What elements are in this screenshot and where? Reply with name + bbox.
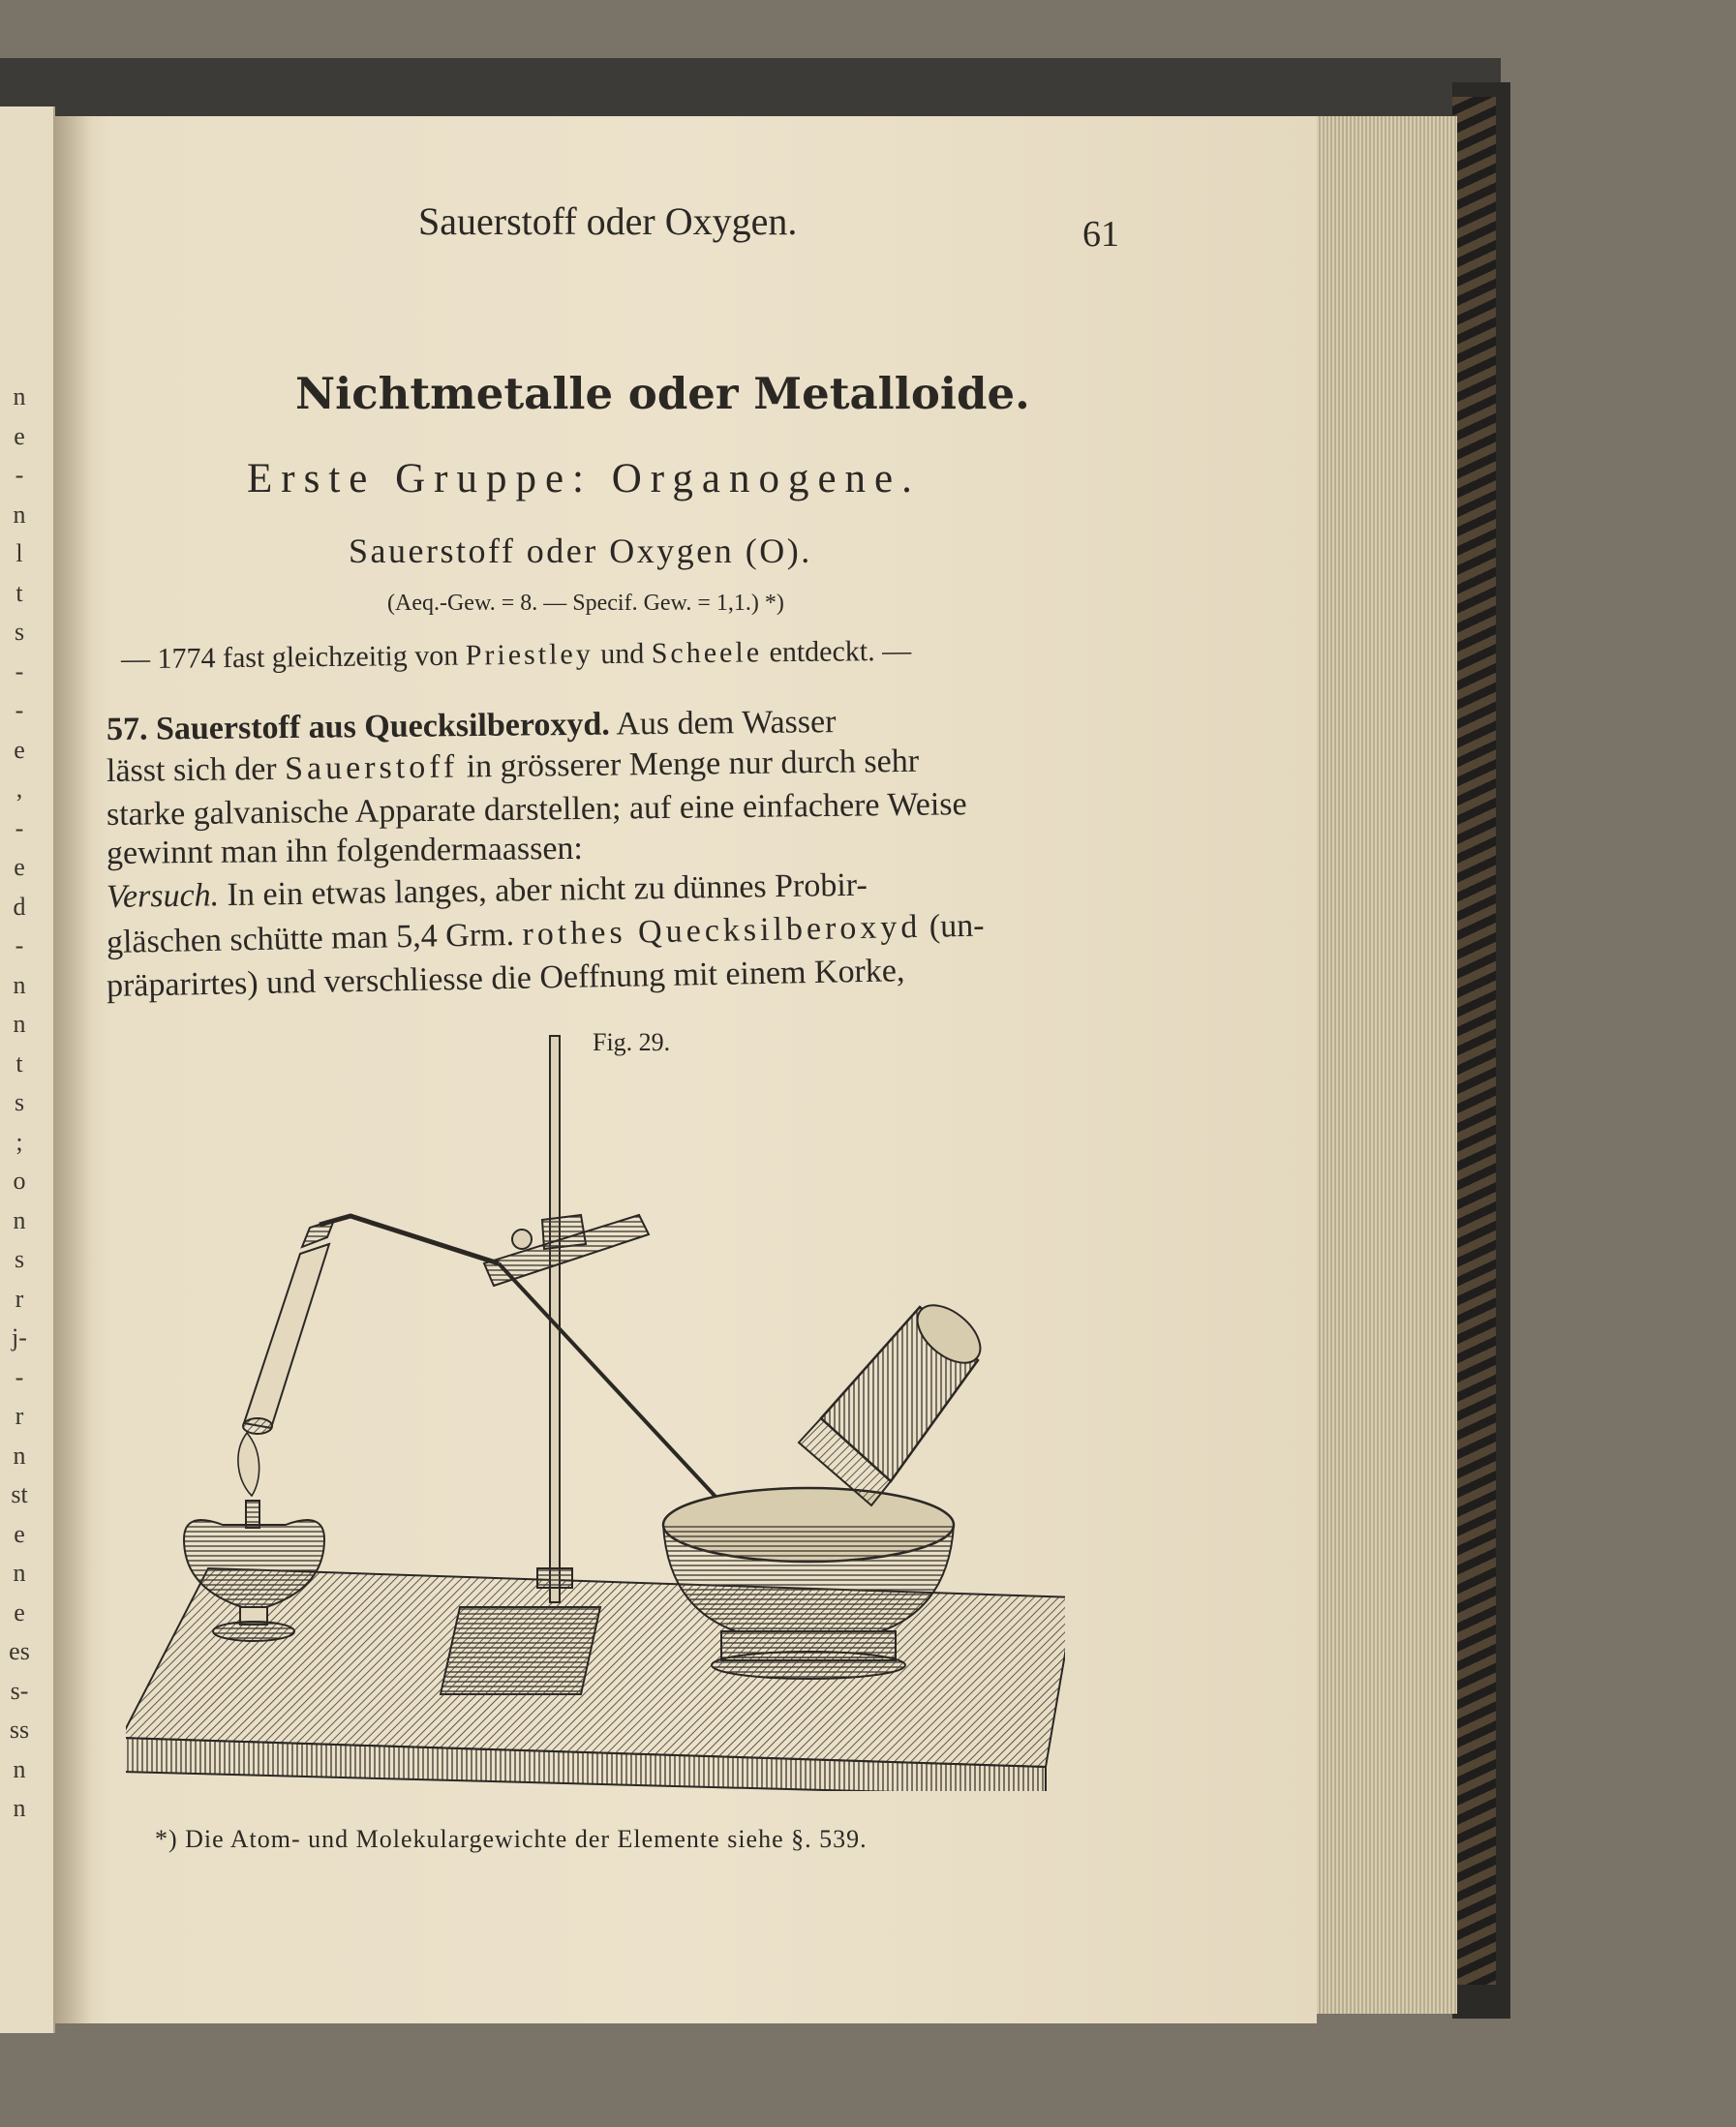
left-page-fragment: - [15,1362,24,1391]
left-page-fragment: e [14,1597,25,1626]
footnote: *) Die Atom- und Molekulargewichte der Elemente siehe §. 539. [155,1825,868,1853]
emphasis-sauerstoff: Sauerstoff [284,748,459,787]
test-tube [243,1216,755,1539]
section-57-line-4: gewinnt man ihn folgendermaassen: [106,830,584,871]
left-page-fragment: r [15,1402,24,1430]
left-page-fragment: n [13,1794,26,1822]
left-page-fragment: s [14,1245,25,1273]
left-page-fragment: - [15,656,24,685]
left-page-fragment: ; [15,1127,23,1156]
section-57-line-3: starke galvanische Apparate darstellen; auf eine einfachere Weise [106,786,967,833]
left-page-fragment: n [13,500,26,529]
left-page-fragment: l [15,539,23,567]
text-run: (un- [920,907,985,945]
left-page-fragment: s [14,1088,25,1116]
left-page-fragment: e [14,853,25,881]
experiment-label: Versuch. [106,877,220,915]
left-page-fragment: - [15,931,24,959]
left-page-fragment: ss [9,1716,30,1744]
left-page-fragment: n [13,1205,26,1234]
discovery-middle: und [593,637,652,671]
left-page-fragment: s [14,618,25,646]
left-page-fragment: n [13,1441,26,1470]
left-page-fragment: es [9,1637,30,1665]
experiment-line-3: präparirtes) und verschliesse die Oeffnung mit einem Korke, [106,953,905,1004]
apparatus-illustration [126,1026,1065,1791]
left-page-fragment: e [14,1519,25,1548]
main-title: Nichtmetalle oder Metalloide. [295,368,1030,419]
collecting-jar [799,1294,990,1505]
page-number: 61 [1082,214,1119,255]
text-run: in grösserer Menge nur durch sehr [458,743,920,785]
left-page-fragment: n [13,970,26,999]
left-page-fragment: r [15,1284,24,1313]
left-page-fragment: d [13,892,26,921]
section-subtitle: Sauerstoff oder Oxygen (O). [349,532,812,570]
text-run: lässt sich der [106,750,286,789]
book-spine-pattern [1452,97,1496,1985]
left-page-fragment: n [13,1754,26,1783]
left-page-text-fragments [0,382,39,1834]
text-run: gläschen schütte man 5,4 Grm. [106,916,523,960]
left-page-fragment: , [15,775,23,803]
left-page-fragment: n [13,1559,26,1587]
left-page-fragment: n [13,1010,26,1038]
left-page-fragment: s- [10,1676,29,1705]
left-page-fragment: n [13,382,26,410]
left-page-fragment: - [15,461,24,489]
left-page-fragment: j- [12,1323,27,1352]
section-57-line-1-rest: Aus dem Wasser [609,704,837,743]
equivalent-weight-line: (Aeq.-Gew. = 8. — Specif. Gew. = 1,1.) *) [387,591,784,616]
left-page-fragment: - [15,813,24,842]
left-page-fragment: t [15,578,23,607]
left-page-fragment: t [15,1048,23,1078]
left-page-fragment: e [14,421,25,450]
discoverer-scheele: Scheele [651,636,763,670]
section-57-line-1 [107,704,837,748]
running-title: Sauerstoff oder Oxygen. [418,199,798,243]
left-page-margin [0,106,55,2033]
page-stack-edge [1317,116,1457,2014]
discovery-prefix: — 1774 fast gleichzeitig von [120,639,466,676]
left-page-fragment: - [15,696,24,724]
left-page-fragment: e [14,735,25,764]
left-page-fragment: o [13,1167,26,1195]
group-title: Erste Gruppe: Organogene. [247,456,921,501]
emphasis-quecksilberoxyd: rothes Quecksilberoxyd [522,908,922,953]
section-57-heading: 57. Sauerstoff aus Quecksilberoxyd. [106,706,610,747]
left-page-fragment: st [11,1480,28,1508]
text-run: In ein etwas langes, aber nicht zu dünnes Probir- [218,866,868,914]
discoverer-priestley: Priestley [465,638,594,672]
figure-caption: Fig. 29. [593,1028,671,1056]
gutter-shadow [53,116,92,2023]
discovery-suffix: entdeckt. — [761,634,912,669]
